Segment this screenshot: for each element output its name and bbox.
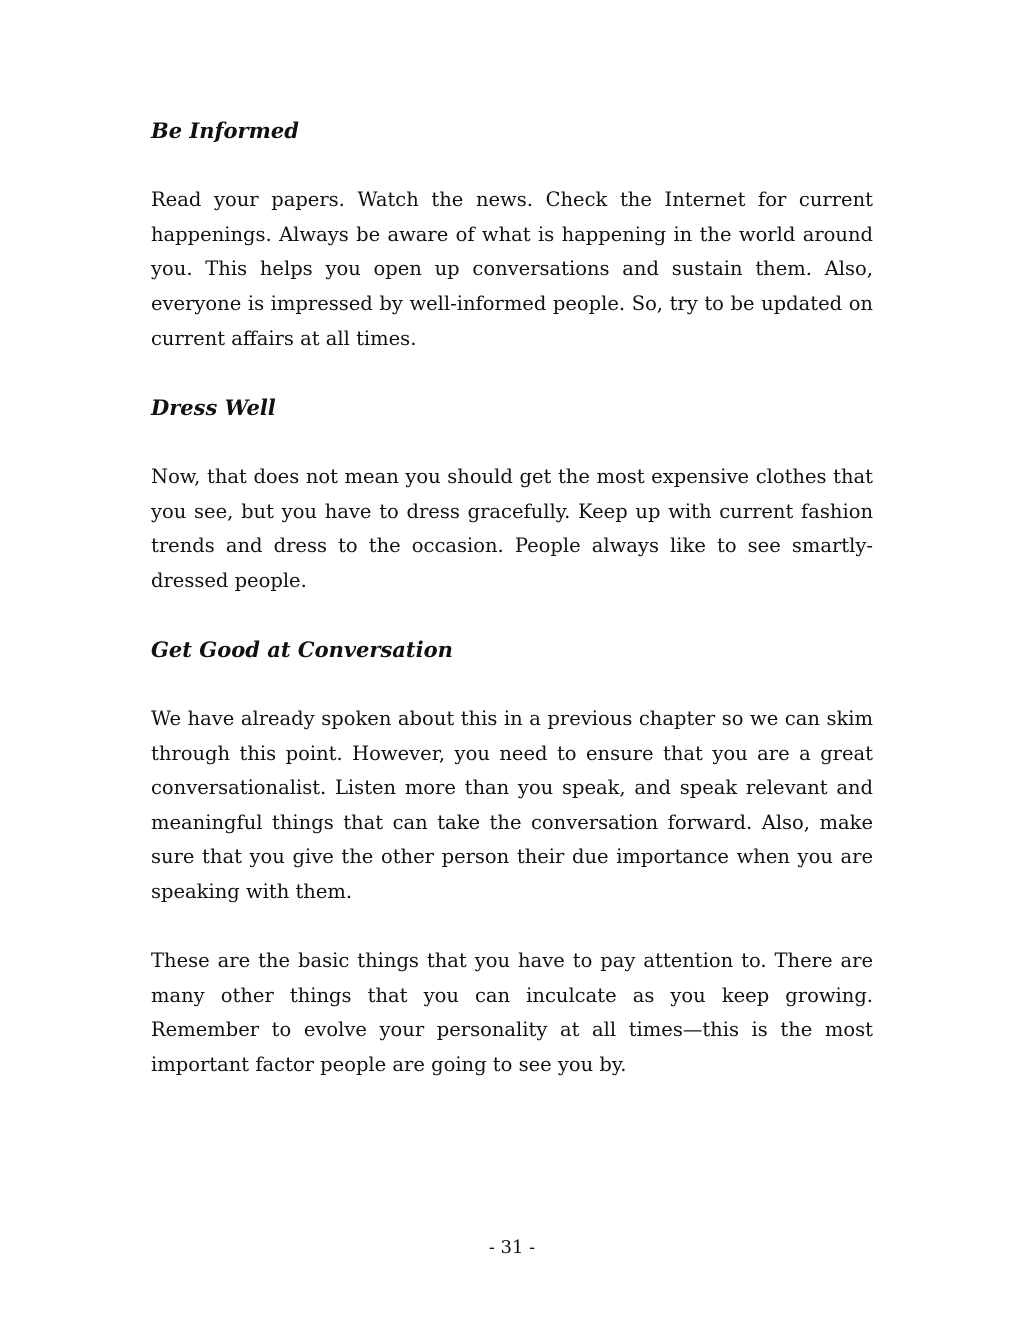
spacer [151,356,873,391]
spacer [151,668,873,703]
paragraph-be-informed: Read your papers. Watch the news. Check the Internet for current happenings. Always be aware of what is happening in the world around you. This helps you open up conversations and sustain them. Also, everyone is impressed by well-informed people. So, try to be updated on current affairs at all times. [151,188,873,350]
spacer [151,598,873,633]
paragraph-dress-well: Now, that does not mean you should get the most expensive clothes that you see, but you have to dress gracefully. Keep up with current fashion trends and dress to the occasion. People always like to see smartly-dressed people. [151,464,873,592]
section-heading-be-informed: Be Informed [151,118,299,143]
paragraph-conversation: We have already spoken about this in a previous chapter so we can skim through this point. However, you need to ensure that you are a great conversationalist. Listen more than you speak, and speak relevant and meaningful things that can take the conversation forward. Also, make sure that you give the other person their due importance when you are speaking with them. [151,707,873,904]
spacer [151,910,873,945]
spacer [151,149,873,184]
page-number: - 31 - [488,1237,536,1258]
page-content [151,114,873,1083]
spacer [151,425,873,460]
paragraph-closing: These are the basic things that you have to pay attention to. There are many other things that you can inculcate as you keep growing. Remember to evolve your personality at all times—this is the most important factor people are going to see you by. [151,949,873,1077]
section-heading-dress-well: Dress Well [151,394,276,420]
section-heading-get-good-at-conversation: Get Good at Conversation [151,636,453,662]
